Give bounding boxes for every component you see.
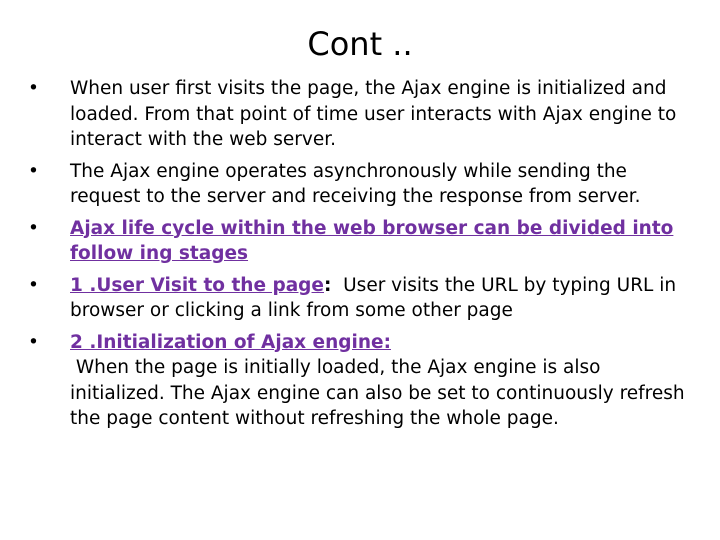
bullet-dot-icon: • — [28, 160, 39, 182]
bullet-list — [28, 76, 700, 438]
bullet-item-4 — [28, 273, 700, 324]
bullet-text: When the page is initially loaded, the Ajax engine is also initialized. The Ajax engine can also be set to continuously refresh the page content without refreshing the whole page. — [70, 357, 691, 429]
bullet-text: When user first visits the page, the Ajax engine is initialized and loaded. From that point of time user interacts with Ajax engine to interact with the web server. — [70, 78, 677, 150]
bullet-item-3 — [28, 216, 700, 267]
slide-title: Cont .. — [307, 25, 413, 63]
bullet-item-1 — [28, 76, 700, 153]
bullet-dot-icon: • — [28, 331, 39, 353]
bullet-item-2 — [28, 159, 700, 210]
bullet-highlight-text: 1 .User Visit to the page — [70, 274, 324, 296]
bullet-highlight-text: Ajax life cycle within the web browser can be divided into follow ing stages — [70, 217, 674, 264]
bullet-highlight-text: 2 .Initialization of Ajax engine: — [70, 331, 391, 353]
bullet-dot-icon: • — [28, 78, 39, 99]
bullet-item-5 — [28, 330, 700, 432]
bullet-text: The Ajax engine operates asynchronously while sending the request to the server and receiving the response from server. — [70, 160, 641, 207]
bullet-text: User visits the URL by typing URL in browser or clicking a link from some other page — [70, 274, 682, 321]
bullet-colon: : — [323, 274, 332, 296]
bullet-dot-icon: • — [28, 274, 39, 296]
bullet-dot-icon: • — [28, 217, 39, 239]
